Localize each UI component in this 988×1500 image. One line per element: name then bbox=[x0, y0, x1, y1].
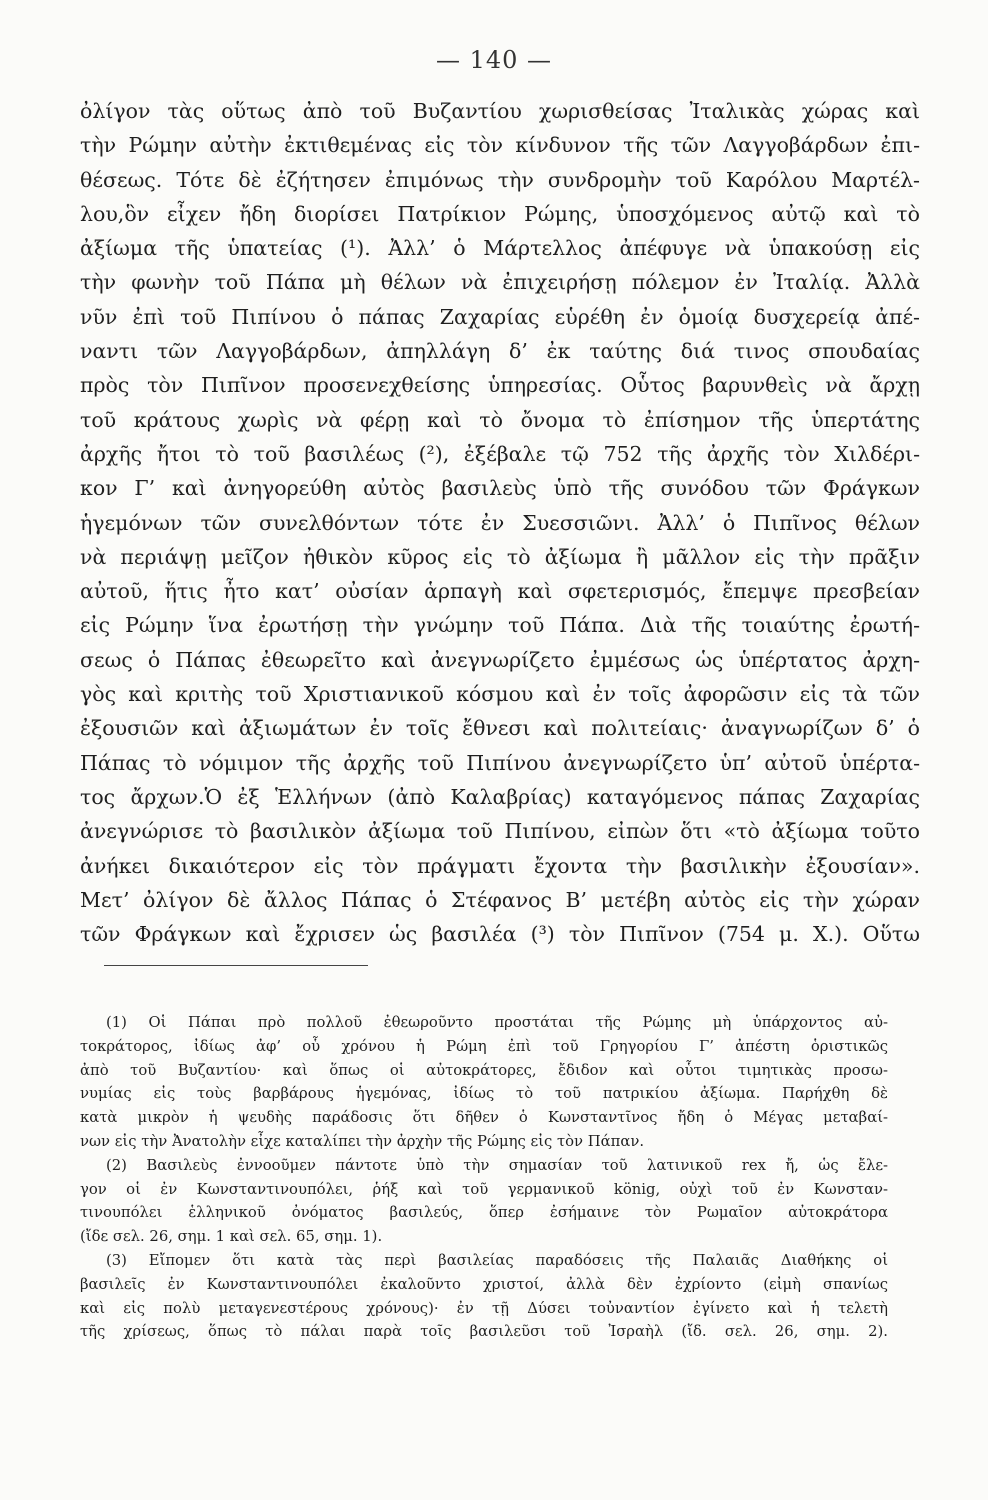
text-line: τὴν φωνὴν τοῦ Πάπα μὴ θέλων νὰ ἐπιχειρήσῃ πόλεμον ἐν Ἰταλίᾳ. Ἀλλὰ bbox=[80, 270, 920, 295]
text-line: ἡγεμόνων τῶν συνελθόντων τότε ἐν Συεσσιῶνι. Ἀλλ’ ὁ Πιπῖνος θέλων bbox=[80, 510, 920, 535]
footnote-line: νυμίας εἰς τοὺς βαρβάρους ἡγεμόνας, ἰδίως τὸ τοῦ πατρικίου ἀξίωμα. Παρήχθη δὲ bbox=[80, 1085, 888, 1103]
text-line: τὴν Ρώμην αὐτὴν ἐκτιθεμένας εἰς τὸν κίνδυνον τῆς τῶν Λαγγοβάρδων ἐπι- bbox=[80, 133, 920, 158]
text-line: ἐξουσιῶν καὶ ἀξιωμάτων ἐν τοῖς ἔθνεσι καὶ πολιτείαις· ἀναγνωρίζων δ’ ὁ bbox=[80, 716, 920, 741]
footnote-line: (ἴδε σελ. 26, σημ. 1 καὶ σελ. 65, σημ. 1). bbox=[80, 1228, 383, 1246]
text-line: γὸς καὶ κριτὴς τοῦ Χριστιανικοῦ κόσμου καὶ ἐν τοῖς ἀφορῶσιν εἰς τὰ τῶν bbox=[80, 682, 920, 707]
footnote-line: (1) Οἱ Πάπαι πρὸ πολλοῦ ἐθεωροῦντο προστάται τῆς Ρώμης μὴ ὑπάρχοντος αὐ- bbox=[106, 1014, 888, 1031]
text-line: τος ἄρχων.Ὁ ἐξ Ἑλλήνων (ἀπὸ Καλαβρίας) καταγόμενος πάπας Ζαχαρίας bbox=[80, 784, 920, 809]
footnotes bbox=[80, 1011, 888, 1344]
text-line: αὐτοῦ, ἥτις ἦτο κατ’ οὐσίαν ἁρπαγὴ καὶ σφετερισμός, ἔπεμψε πρεσβείαν bbox=[80, 579, 920, 604]
text-line: ἀνεγνώρισε τὸ βασιλικὸν ἀξίωμα τοῦ Πιπίνου, εἰπὼν ὅτι «τὸ ἀξίωμα τοῦτο bbox=[80, 819, 920, 844]
footnote-line: τῆς χρίσεως, ὅπως τὸ πάλαι παρὰ τοῖς βασιλεῦσι τοῦ Ἰσραὴλ (ἴδ. σελ. 26, σημ. 2). bbox=[80, 1323, 888, 1341]
text-line: σεως ὁ Πάπας ἐθεωρεῖτο καὶ ἀνεγνωρίζετο ἐμμέσως ὡς ὑπέρτατος ἀρχη- bbox=[80, 647, 920, 672]
text-line: ὀλίγον τὰς οὕτως ἀπὸ τοῦ Βυζαντίου χωρισθείσας Ἰταλικὰς χώρας καὶ bbox=[80, 99, 920, 123]
text-line: ναντι τῶν Λαγγοβάρδων, ἀπηλλάγη δ’ ἐκ ταύτης διά τινος σπουδαίας bbox=[80, 339, 920, 364]
text-line: λου,ὃν εἶχεν ἤδη διορίσει Πατρίκιον Ρώμης, ὑποσχόμενος αὐτῷ καὶ τὸ bbox=[80, 201, 920, 226]
footnote-line: τινουπόλει ἑλληνικοῦ ὀνόματος βασιλεύς, ὅπερ ἐσήμαινε τὸν Ρωμαῖον αὐτοκράτορα bbox=[80, 1204, 888, 1222]
footnote-line: τοκράτορος, ἰδίως ἀφ’ οὗ χρόνου ἡ Ρώμη ἐπὶ τοῦ Γρηγορίου Γ’ ἀπέστη ὁριστικῶς bbox=[80, 1037, 888, 1055]
text-line: Μετ’ ὀλίγον δὲ ἄλλος Πάπας ὁ Στέφανος Β’ μετέβη αὐτὸς εἰς τὴν χώραν bbox=[80, 887, 920, 912]
footnote-line: γον οἱ ἐν Κωνσταντινουπόλει, ῥήξ καὶ τοῦ γερμανικοῦ könig, οὐχὶ τοῦ ἐν Κωνσταν- bbox=[80, 1180, 888, 1198]
text-line: νῦν ἐπὶ τοῦ Πιπίνου ὁ πάπας Ζαχαρίας εὑρέθη ἐν ὁμοίᾳ δυσχερείᾳ ἀπέ- bbox=[80, 304, 920, 329]
text-line: νὰ περιάψῃ μεῖζον ἠθικὸν κῦρος εἰς τὸ ἀξίωμα ἢ μᾶλλον εἰς τὴν πρᾶξιν bbox=[80, 544, 920, 569]
footnote-line: νων εἰς τὴν Ἀνατολὴν εἶχε καταλίπει τὴν ἀρχὴν τῆς Ρώμης εἰς τὸν Πάπαν. bbox=[80, 1132, 645, 1150]
text-line: εἰς Ρώμην ἵνα ἐρωτήσῃ τὴν γνώμην τοῦ Πάπα. Διὰ τῆς τοιαύτης ἐρωτή- bbox=[80, 613, 920, 638]
footnote-line: καὶ εἰς πολὺ μεταγενεστέρους χρόνους)· ἐν τῇ Δύσει τοὐναντίον ἐγίνετο καὶ ἡ τελετὴ bbox=[80, 1299, 888, 1317]
footnote-line: (2) Βασιλεὺς ἐννοοῦμεν πάντοτε ὑπὸ τὴν σημασίαν τοῦ λατινικοῦ rex ἤ, ὡς ἔλε- bbox=[106, 1156, 888, 1174]
text-line: τοῦ κράτους χωρὶς νὰ φέρῃ καὶ τὸ ὄνομα τὸ ἐπίσημον τῆς ὑπερτάτης bbox=[80, 407, 920, 432]
text-line: θέσεως. Τότε δὲ ἐζήτησεν ἐπιμόνως τὴν συνδρομὴν τοῦ Καρόλου Μαρτέλ- bbox=[80, 167, 920, 192]
page-number: — 140 — bbox=[435, 46, 553, 74]
text-line: τῶν Φράγκων καὶ ἔχρισεν ὡς βασιλέα (³) τὸν Πιπῖνον (754 μ. Χ.). Οὕτω bbox=[80, 922, 920, 947]
text-line: Πάπας τὸ νόμιμον τῆς ἀρχῆς τοῦ Πιπίνου ἀνεγνωρίζετο ὑπ’ αὐτοῦ ὑπέρτα- bbox=[80, 750, 920, 775]
text-line: ἀρχῆς ἤτοι τὸ τοῦ βασιλέως (²), ἐξέβαλε τῷ 752 τῆς ἀρχῆς τὸν Χιλδέρι- bbox=[80, 441, 920, 466]
footnote-line: (3) Εἴπομεν ὅτι κατὰ τὰς περὶ βασιλείας παραδόσεις τῆς Παλαιᾶς Διαθήκης οἱ bbox=[106, 1251, 888, 1269]
text-line: ἀξίωμα τῆς ὑπατείας (¹). Ἀλλ’ ὁ Μάρτελλος ἀπέφυγε νὰ ὑπακούσῃ εἰς bbox=[80, 236, 920, 261]
footnote-line: κατὰ μικρὸν ἡ ψευδὴς παράδοσις ὅτι δῆθεν ὁ Κωνσταντῖνος ἤδη ὁ Μέγας μεταβαί- bbox=[80, 1109, 888, 1127]
footnote-line: ἀπὸ τοῦ Βυζαντίου· καὶ ὅπως οἱ αὐτοκράτορες, ἔδιδον καὶ οὗτοι τιμητικὰς προσω- bbox=[80, 1061, 888, 1079]
main-text bbox=[80, 94, 920, 951]
text-line: ἀνήκει δικαιότερον εἰς τὸν πράγματι ἔχοντα τὴν βασιλικὴν ἐξουσίαν». bbox=[80, 853, 920, 878]
footnote-divider bbox=[104, 965, 368, 966]
text-line: πρὸς τὸν Πιπῖνον προσενεχθείσης ὑπηρεσίας. Οὗτος βαρυνθεὶς νὰ ἄρχῃ bbox=[80, 373, 920, 398]
footnote-line: βασιλεῖς ἐν Κωνσταντινουπόλει ἐκαλοῦντο χριστοί, ἀλλὰ δὲν ἐχρίοντο (εἰμὴ σπανίως bbox=[80, 1275, 888, 1293]
text-line: κον Γ’ καὶ ἀνηγορεύθη αὐτὸς βασιλεὺς ὑπὸ τῆς συνόδου τῶν Φράγκων bbox=[80, 476, 920, 501]
